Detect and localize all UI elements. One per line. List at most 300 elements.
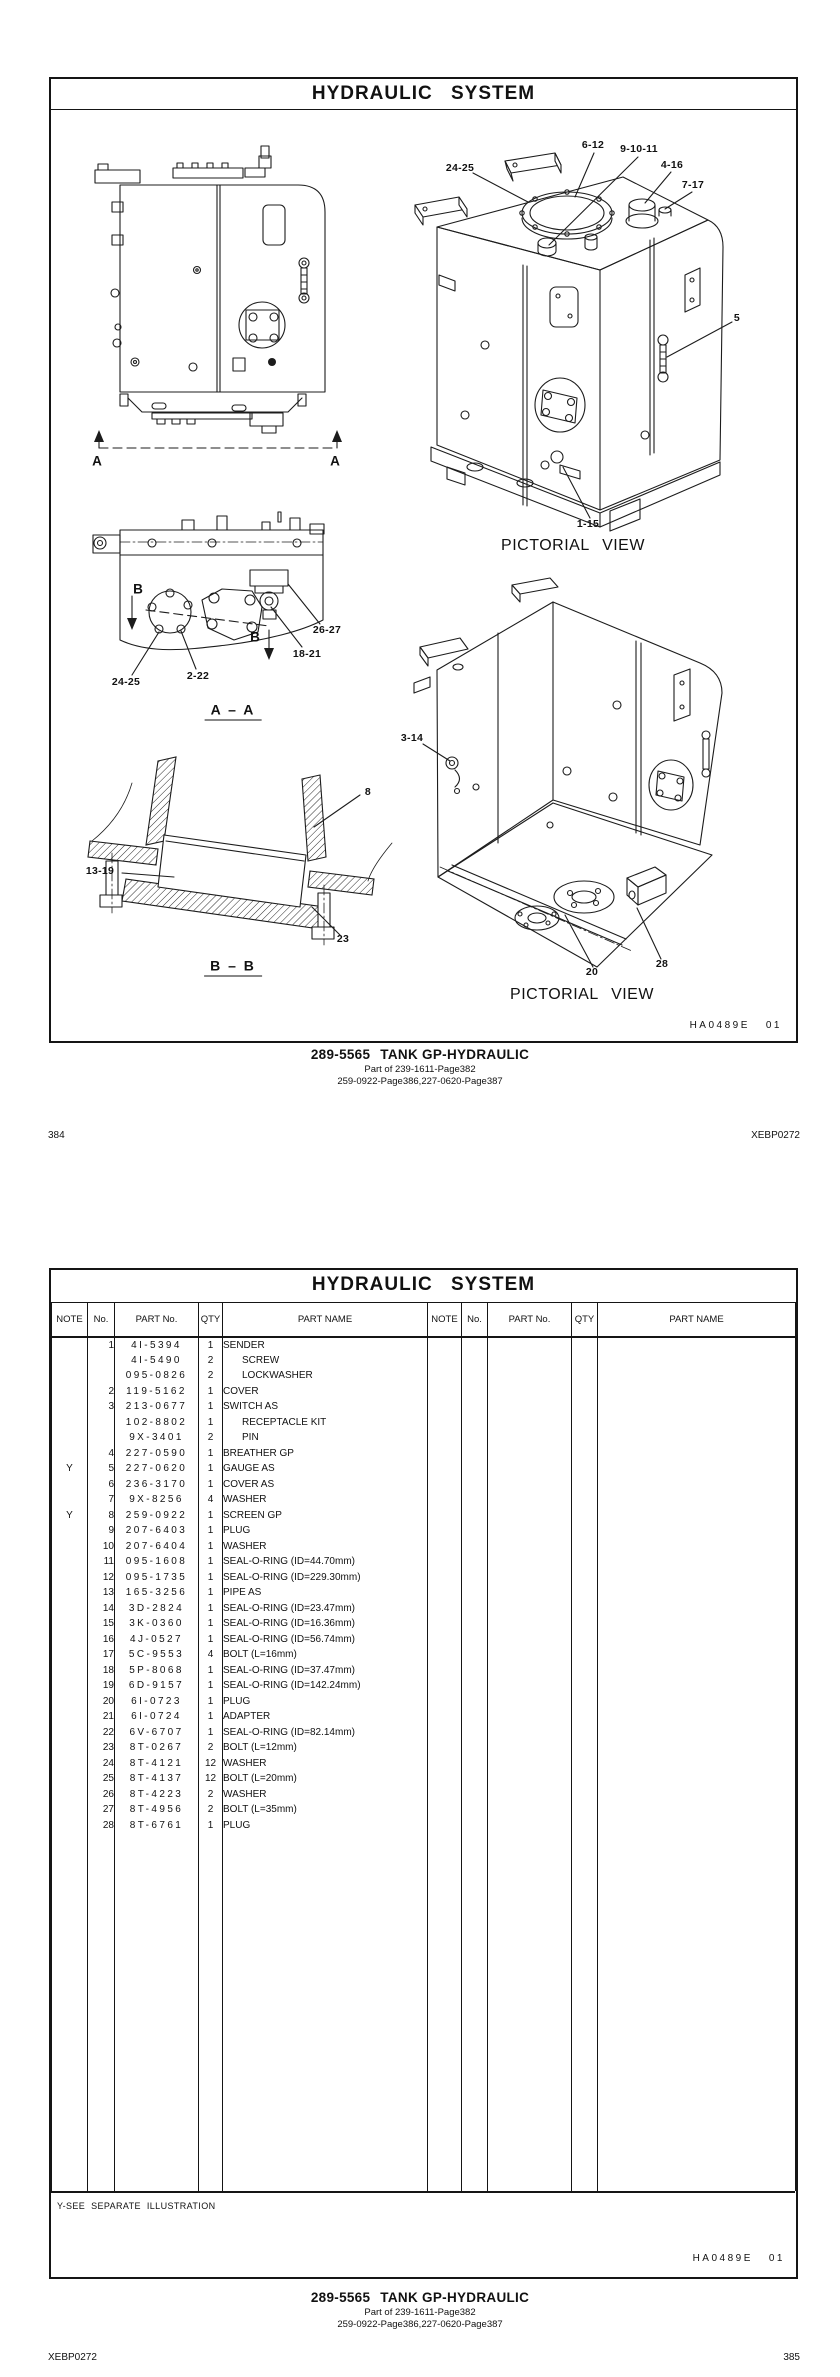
cell-part-right (488, 1539, 572, 1555)
cell-part-right (488, 1492, 572, 1508)
cell-no-right (462, 1678, 488, 1694)
cell-name-right (598, 1725, 796, 1741)
cell-note-right (428, 1570, 462, 1586)
cell-no: 28 (88, 1818, 115, 1834)
cell-name: BOLT (L=35mm) (223, 1802, 428, 1818)
cell-part-right (488, 1818, 572, 1834)
cell-part: 8T-0267 (115, 1740, 199, 1756)
cell-no-right (462, 1539, 488, 1555)
cell-empty (572, 1833, 598, 2191)
cell-no: 12 (88, 1570, 115, 1586)
cell-name: PIPE AS (223, 1585, 428, 1601)
table-row (52, 1337, 796, 1353)
cell-qty-right (572, 1787, 598, 1803)
cell-part-right (488, 1756, 572, 1772)
cell-part: 259-0922 (115, 1508, 199, 1524)
cell-no-right (462, 1787, 488, 1803)
page2-frame (49, 1268, 798, 2279)
cell-name: BOLT (L=20mm) (223, 1771, 428, 1787)
cell-qty-right (572, 1399, 598, 1415)
table-row (52, 1740, 796, 1756)
cell-no: 3 (88, 1399, 115, 1415)
cell-no-right (462, 1446, 488, 1462)
table-row (52, 1492, 796, 1508)
cell-qty-right (572, 1647, 598, 1663)
cell-qty: 2 (199, 1740, 223, 1756)
cell-no: 16 (88, 1632, 115, 1648)
cell-part-right (488, 1601, 572, 1617)
col-header-qty-2: QTY (572, 1303, 598, 1337)
cell-part-right (488, 1415, 572, 1431)
cell-note (52, 1415, 88, 1431)
cell-name-right (598, 1430, 796, 1446)
cell-part: 207-6403 (115, 1523, 199, 1539)
cell-no-right (462, 1647, 488, 1663)
cell-name: SEAL-O-RING (ID=56.74mm) (223, 1632, 428, 1648)
cell-no: 19 (88, 1678, 115, 1694)
cell-name: SEAL-O-RING (ID=37.47mm) (223, 1663, 428, 1679)
cell-note-right (428, 1802, 462, 1818)
table-row (52, 1663, 796, 1679)
cell-qty-right (572, 1539, 598, 1555)
cell-part: 9X-8256 (115, 1492, 199, 1508)
cell-note-right (428, 1337, 462, 1353)
cell-empty (428, 1833, 462, 2191)
cell-note-right (428, 1694, 462, 1710)
cell-part: 213-0677 (115, 1399, 199, 1415)
callout-1-15: 1-15 (576, 518, 600, 530)
col-header-note: NOTE (52, 1303, 88, 1337)
cell-no-right (462, 1337, 488, 1353)
table-row (52, 1368, 796, 1384)
cell-qty: 2 (199, 1430, 223, 1446)
col-header-part-2: PART No. (488, 1303, 572, 1337)
pictorial-view-bottom-caption: PICTORIAL VIEW (510, 986, 654, 1003)
cell-note (52, 1353, 88, 1369)
cell-part-right (488, 1725, 572, 1741)
cell-name-right (598, 1446, 796, 1462)
cell-name: PLUG (223, 1523, 428, 1539)
cell-qty: 4 (199, 1492, 223, 1508)
cell-part-right (488, 1430, 572, 1446)
cell-name: SEAL-O-RING (ID=82.14mm) (223, 1725, 428, 1741)
cell-no: 4 (88, 1446, 115, 1462)
callout-3-14: 3-14 (400, 732, 424, 744)
cell-note (52, 1492, 88, 1508)
cell-note-right (428, 1399, 462, 1415)
cell-no-right (462, 1523, 488, 1539)
cell-name: SEAL-O-RING (ID=16.36mm) (223, 1616, 428, 1632)
drawing-code: HA0489E (689, 1020, 750, 1031)
cell-name: SEAL-O-RING (ID=229.30mm) (223, 1570, 428, 1586)
cell-name-right (598, 1399, 796, 1415)
col-header-name: PART NAME (223, 1303, 428, 1337)
cell-note (52, 1601, 88, 1617)
cell-name-right (598, 1694, 796, 1710)
cell-part: 207-6404 (115, 1539, 199, 1555)
view-letter-b-top: B (133, 581, 143, 597)
cell-part: 236-3170 (115, 1477, 199, 1493)
cell-name: BREATHER GP (223, 1446, 428, 1462)
cell-note (52, 1539, 88, 1555)
drawing-revision-2: 01 (768, 2253, 785, 2264)
table-row (52, 1678, 796, 1694)
cell-qty-right (572, 1725, 598, 1741)
cell-note-right (428, 1709, 462, 1725)
cell-no-right (462, 1802, 488, 1818)
cell-qty-right (572, 1694, 598, 1710)
cell-qty: 1 (199, 1725, 223, 1741)
cell-note (52, 1787, 88, 1803)
cell-note-right (428, 1787, 462, 1803)
cell-no: 13 (88, 1585, 115, 1601)
cell-note (52, 1678, 88, 1694)
cell-qty-right (572, 1477, 598, 1493)
callout-8: 8 (364, 786, 372, 798)
assembly-name-2: TANK GP-HYDRAULIC (380, 2290, 530, 2305)
table-row (52, 1477, 796, 1493)
cell-no-right (462, 1430, 488, 1446)
cell-part: 227-0620 (115, 1461, 199, 1477)
cell-part-right (488, 1740, 572, 1756)
cell-name-right (598, 1415, 796, 1431)
table-header-row (52, 1303, 796, 1337)
cell-qty-right (572, 1818, 598, 1834)
drawing-code-page2 (693, 2253, 785, 2264)
cell-note-right (428, 1678, 462, 1694)
cell-part: 6I-0724 (115, 1709, 199, 1725)
cell-part: 6V-6707 (115, 1725, 199, 1741)
cell-note-right (428, 1508, 462, 1524)
cell-note-right (428, 1725, 462, 1741)
cell-name-right (598, 1802, 796, 1818)
cell-qty-right (572, 1368, 598, 1384)
cell-name-right (598, 1818, 796, 1834)
cell-no-right (462, 1353, 488, 1369)
cell-qty: 1 (199, 1461, 223, 1477)
cell-no-right (462, 1725, 488, 1741)
cell-note-right (428, 1430, 462, 1446)
cell-name-right (598, 1632, 796, 1648)
cell-qty-right (572, 1461, 598, 1477)
callout-13-19: 13-19 (85, 865, 115, 877)
cell-note (52, 1709, 88, 1725)
cell-name: SEAL-O-RING (ID=44.70mm) (223, 1554, 428, 1570)
table-row (52, 1446, 796, 1462)
related-reference: 259-0922-Page386,227-0620-Page387 (337, 1076, 503, 1087)
cell-name-right (598, 1539, 796, 1555)
parts-table (51, 1303, 796, 2191)
table-row (52, 1539, 796, 1555)
col-header-part: PART No. (115, 1303, 199, 1337)
cell-no: 24 (88, 1756, 115, 1772)
cell-name: GAUGE AS (223, 1461, 428, 1477)
page-number-385: 385 (783, 2352, 800, 2363)
cell-part-right (488, 1632, 572, 1648)
cell-note (52, 1368, 88, 1384)
cell-qty-right (572, 1554, 598, 1570)
callout-28: 28 (655, 958, 669, 970)
cell-name: SEAL-O-RING (ID=142.24mm) (223, 1678, 428, 1694)
cell-qty-right (572, 1740, 598, 1756)
page2-title: HYDRAULIC SYSTEM (311, 1274, 536, 1295)
parent-reference: Part of 239-1611-Page382 (364, 1063, 476, 1075)
cell-no-right (462, 1415, 488, 1431)
col-header-no: No. (88, 1303, 115, 1337)
cell-no: 17 (88, 1647, 115, 1663)
table-row (52, 1818, 796, 1834)
separate-illustration-note: Y-SEE SEPARATE ILLUSTRATION (57, 2201, 216, 2211)
cell-part: 8T-4121 (115, 1756, 199, 1772)
cell-qty: 2 (199, 1802, 223, 1818)
cell-qty-right (572, 1430, 598, 1446)
cell-part: 5C-9553 (115, 1647, 199, 1663)
cell-name-right (598, 1461, 796, 1477)
cell-name-right (598, 1508, 796, 1524)
cell-part: 095-1608 (115, 1554, 199, 1570)
cell-note (52, 1570, 88, 1586)
table-row (52, 1430, 796, 1446)
cell-part-right (488, 1771, 572, 1787)
table-row (52, 1399, 796, 1415)
cell-qty: 1 (199, 1384, 223, 1400)
cell-part: 4I-5394 (115, 1337, 199, 1353)
table-filler-row (52, 1833, 796, 2191)
section-letter-a-left: A (92, 453, 102, 469)
cell-note-right (428, 1632, 462, 1648)
cell-name: BOLT (L=16mm) (223, 1647, 428, 1663)
cell-qty: 1 (199, 1399, 223, 1415)
cell-note: Y (52, 1461, 88, 1477)
cell-part-right (488, 1399, 572, 1415)
cell-name-right (598, 1492, 796, 1508)
cell-no: 14 (88, 1601, 115, 1617)
cell-note (52, 1337, 88, 1353)
cell-note (52, 1756, 88, 1772)
cell-name-right (598, 1384, 796, 1400)
parent-reference-2: Part of 239-1611-Page382 (364, 2306, 476, 2318)
cell-no: 2 (88, 1384, 115, 1400)
cell-part-right (488, 1694, 572, 1710)
cell-note-right (428, 1647, 462, 1663)
cell-part: 4J-0527 (115, 1632, 199, 1648)
page-title: HYDRAULIC SYSTEM (311, 83, 536, 104)
cell-no-right (462, 1492, 488, 1508)
cell-part-right (488, 1461, 572, 1477)
cell-name: SWITCH AS (223, 1399, 428, 1415)
cell-qty-right (572, 1678, 598, 1694)
cell-no: 20 (88, 1694, 115, 1710)
cell-part-right (488, 1647, 572, 1663)
cell-no: 1 (88, 1337, 115, 1353)
cell-note (52, 1477, 88, 1493)
cell-part-right (488, 1709, 572, 1725)
cell-part: 9X-3401 (115, 1430, 199, 1446)
cell-qty-right (572, 1384, 598, 1400)
cell-name: PLUG (223, 1694, 428, 1710)
callout-5: 5 (733, 312, 741, 324)
cell-note-right (428, 1446, 462, 1462)
cell-note-right (428, 1384, 462, 1400)
cell-no: 11 (88, 1554, 115, 1570)
page2-title-bar (51, 1270, 796, 1303)
cell-note-right (428, 1756, 462, 1772)
cell-empty (488, 1833, 572, 2191)
cell-no-right (462, 1585, 488, 1601)
table-row (52, 1802, 796, 1818)
cell-note: Y (52, 1508, 88, 1524)
cell-name: COVER AS (223, 1477, 428, 1493)
cell-part-right (488, 1523, 572, 1539)
table-row (52, 1725, 796, 1741)
cell-qty: 1 (199, 1554, 223, 1570)
cell-part: 8T-4223 (115, 1787, 199, 1803)
cell-part: 4I-5490 (115, 1353, 199, 1369)
cell-qty: 1 (199, 1601, 223, 1617)
cell-qty: 1 (199, 1477, 223, 1493)
cell-part-right (488, 1337, 572, 1353)
cell-note-right (428, 1818, 462, 1834)
callout-26-27: 26-27 (312, 624, 342, 636)
cell-name: SENDER (223, 1337, 428, 1353)
cell-note (52, 1694, 88, 1710)
cell-note-right (428, 1539, 462, 1555)
cell-part-right (488, 1368, 572, 1384)
cell-note (52, 1818, 88, 1834)
cell-part: 3K-0360 (115, 1616, 199, 1632)
callout-2-22: 2-22 (186, 670, 210, 682)
cell-qty: 1 (199, 1523, 223, 1539)
cell-qty: 1 (199, 1709, 223, 1725)
cell-no: 9 (88, 1523, 115, 1539)
cell-qty-right (572, 1570, 598, 1586)
cell-no: 21 (88, 1709, 115, 1725)
cell-part: 095-1735 (115, 1570, 199, 1586)
cell-name: BOLT (L=12mm) (223, 1740, 428, 1756)
cell-part-right (488, 1570, 572, 1586)
cell-part-right (488, 1353, 572, 1369)
col-header-no-2: No. (462, 1303, 488, 1337)
callout-4-16: 4-16 (660, 159, 684, 171)
cell-note (52, 1446, 88, 1462)
cell-no: 22 (88, 1725, 115, 1741)
cell-qty: 12 (199, 1756, 223, 1772)
cell-name: ADAPTER (223, 1709, 428, 1725)
assembly-title-2 (0, 2291, 840, 2305)
cell-note (52, 1725, 88, 1741)
cell-note (52, 1616, 88, 1632)
cell-qty-right (572, 1492, 598, 1508)
cell-no-right (462, 1663, 488, 1679)
cell-note (52, 1399, 88, 1415)
cell-name-right (598, 1678, 796, 1694)
cell-no-right (462, 1632, 488, 1648)
cell-name: SEAL-O-RING (ID=23.47mm) (223, 1601, 428, 1617)
cell-part: 095-0826 (115, 1368, 199, 1384)
cell-name: WASHER (223, 1756, 428, 1772)
cell-qty-right (572, 1632, 598, 1648)
table-row (52, 1632, 796, 1648)
cell-name: LOCKWASHER (223, 1368, 428, 1384)
cell-name-right (598, 1585, 796, 1601)
table-row (52, 1787, 796, 1803)
cell-qty-right (572, 1663, 598, 1679)
cell-part: 6I-0723 (115, 1694, 199, 1710)
cell-no-right (462, 1461, 488, 1477)
cell-empty (199, 1833, 223, 2191)
cell-name: WASHER (223, 1787, 428, 1803)
cell-name-right (598, 1663, 796, 1679)
cell-qty: 1 (199, 1818, 223, 1834)
cell-qty: 1 (199, 1663, 223, 1679)
cell-part: 8T-4956 (115, 1802, 199, 1818)
cell-part: 165-3256 (115, 1585, 199, 1601)
cell-note-right (428, 1554, 462, 1570)
related-reference-2: 259-0922-Page386,227-0620-Page387 (337, 2319, 503, 2330)
cell-part: 5P-8068 (115, 1663, 199, 1679)
cell-qty: 2 (199, 1353, 223, 1369)
view-letter-b-bottom: B (250, 629, 260, 645)
table-row (52, 1647, 796, 1663)
cell-note (52, 1663, 88, 1679)
cell-name-right (598, 1368, 796, 1384)
cell-name-right (598, 1554, 796, 1570)
cell-note-right (428, 1523, 462, 1539)
cell-note-right (428, 1415, 462, 1431)
cell-no-right (462, 1756, 488, 1772)
cell-note-right (428, 1353, 462, 1369)
cell-note-right (428, 1616, 462, 1632)
col-header-note-2: NOTE (428, 1303, 462, 1337)
cell-qty-right (572, 1709, 598, 1725)
cell-note (52, 1740, 88, 1756)
cell-no-right (462, 1601, 488, 1617)
cell-qty-right (572, 1771, 598, 1787)
cell-part: 227-0590 (115, 1446, 199, 1462)
cell-no-right (462, 1384, 488, 1400)
cell-part: 8T-4137 (115, 1771, 199, 1787)
cell-name-right (598, 1601, 796, 1617)
cell-qty-right (572, 1585, 598, 1601)
page2-footer (0, 2291, 840, 2330)
cell-qty-right (572, 1353, 598, 1369)
cell-qty: 1 (199, 1570, 223, 1586)
table-row (52, 1616, 796, 1632)
cell-no: 10 (88, 1539, 115, 1555)
cell-no-right (462, 1508, 488, 1524)
cell-name: PLUG (223, 1818, 428, 1834)
pictorial-view-top-caption: PICTORIAL VIEW (501, 537, 645, 554)
cell-no: 25 (88, 1771, 115, 1787)
table-row (52, 1694, 796, 1710)
cell-name: WASHER (223, 1539, 428, 1555)
cell-no: 26 (88, 1787, 115, 1803)
cell-qty: 1 (199, 1616, 223, 1632)
cell-no (88, 1415, 115, 1431)
cell-no: 5 (88, 1461, 115, 1477)
cell-part: 8T-6761 (115, 1818, 199, 1834)
cell-note (52, 1802, 88, 1818)
cell-note-right (428, 1477, 462, 1493)
cell-no (88, 1353, 115, 1369)
cell-qty-right (572, 1508, 598, 1524)
cell-part: 102-8802 (115, 1415, 199, 1431)
cell-name-right (598, 1337, 796, 1353)
cell-qty-right (572, 1415, 598, 1431)
cell-name-right (598, 1787, 796, 1803)
section-bb-label: B – B (204, 958, 262, 977)
cell-name: PIN (223, 1430, 428, 1446)
